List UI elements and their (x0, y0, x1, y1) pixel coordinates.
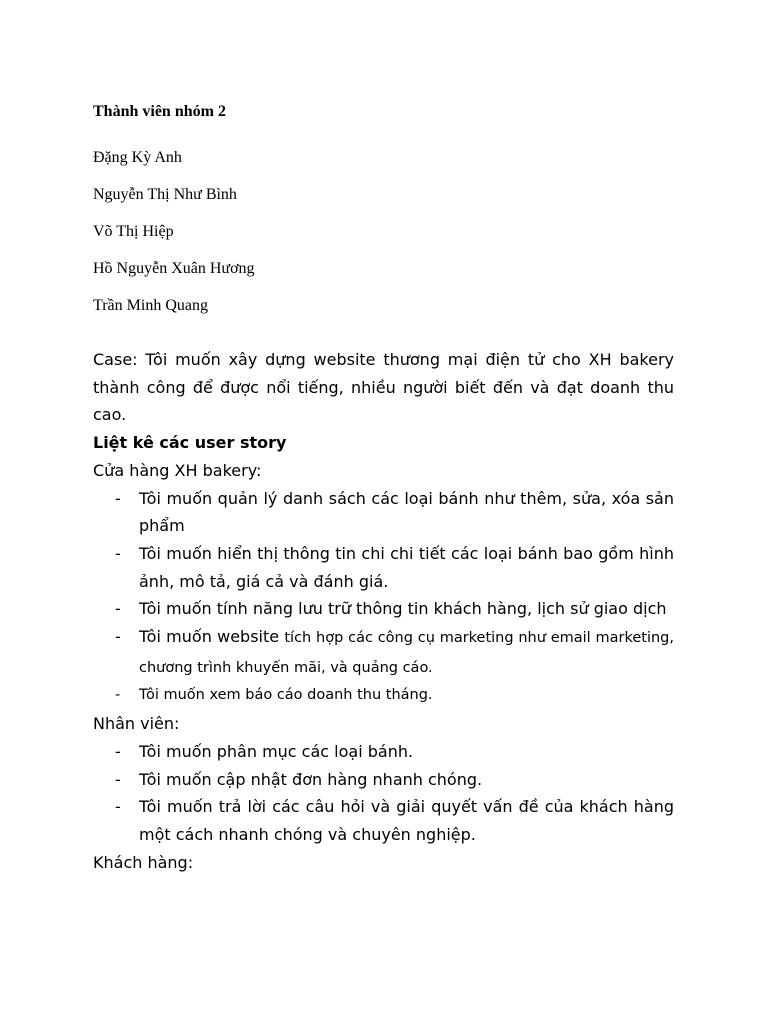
dash-bullet: - (115, 627, 121, 647)
list-item (93, 766, 674, 794)
list-item (93, 623, 674, 682)
dash-bullet: - (115, 797, 121, 817)
member-name: Nguyễn Thị Như Bình (93, 186, 237, 203)
dash-bullet: - (115, 599, 121, 619)
dash-bullet: - (115, 769, 121, 789)
case-paragraph: Case: Tôi muốn xây dựng website thương mại điện tử cho XH bakery thành công để được nổi tiếng, nhiều người biết đến và đạt doanh thu cao. (93, 350, 674, 425)
member-name: Hồ Nguyễn Xuân Hương (93, 260, 255, 277)
dash-bullet: - (115, 741, 121, 761)
group-label-staff: Nhân viên: (93, 714, 180, 734)
member-name: Đặng Kỳ Anh (93, 149, 182, 166)
list-item (93, 485, 674, 540)
staff-story-list (93, 738, 674, 849)
team-title: Thành viên nhóm 2 (93, 103, 226, 120)
story-text: Tôi muốn website (139, 627, 280, 647)
dash-bullet: - (115, 488, 121, 508)
store-story-list (93, 485, 674, 711)
story-text: Tôi muốn hiển thị thông tin chi chi tiết các loại bánh bao gồm hình ảnh, mô tả, giá cả và đánh giá. (139, 543, 674, 591)
story-text-small: tích hợp các công cụ marketing như email marketing, chương trình khuyến mãi, và quảng cáo. (139, 630, 674, 676)
document-body (93, 346, 674, 876)
member-name: Võ Thị Hiệp (93, 223, 174, 240)
story-text: Tôi muốn tính năng lưu trữ thông tin khách hàng, lịch sử giao dịch (139, 599, 667, 619)
list-item (93, 540, 674, 595)
dash-bullet: - (115, 687, 121, 704)
list-item (93, 682, 674, 710)
story-text: Tôi muốn cập nhật đơn hàng nhanh chóng. (139, 769, 483, 789)
story-text: Tôi muốn quản lý danh sách các loại bánh như thêm, sửa, xóa sản phẩm (139, 488, 674, 536)
group-label-store: Cửa hàng XH bakery: (93, 460, 262, 480)
section-heading: Liệt kê các user story (93, 433, 287, 453)
list-item (93, 738, 674, 766)
member-name: Trần Minh Quang (93, 297, 208, 314)
dash-bullet: - (115, 543, 121, 563)
list-item (93, 793, 674, 848)
story-text: Tôi muốn phân mục các loại bánh. (139, 741, 414, 761)
story-text: Tôi muốn trả lời các câu hỏi và giải quyết vấn đề của khách hàng một cách nhanh chóng và chuyên nghiệp. (139, 797, 674, 844)
story-text: Tôi muốn xem báo cáo doanh thu tháng. (139, 687, 433, 704)
group-label-customer: Khách hàng: (93, 852, 194, 872)
list-item (93, 595, 674, 623)
